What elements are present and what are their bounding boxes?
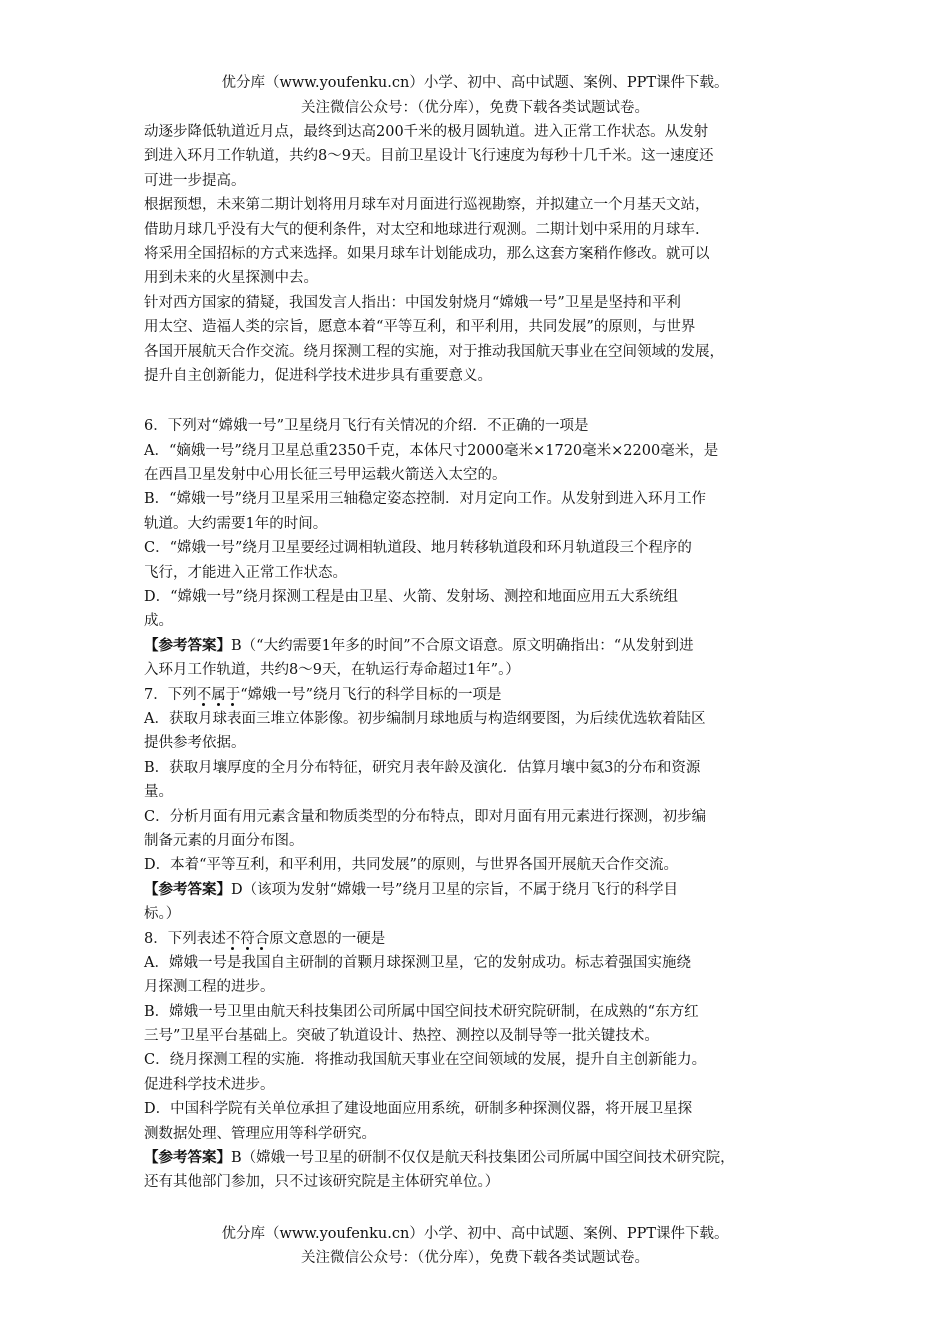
emphasis-char: 属: [211, 686, 226, 703]
q8-stem-pre: 8．下列表述: [144, 930, 226, 947]
q6-answer-cont: 入环月工作轨道，共约8～9天，在轨运行寿命超过1年”。）: [144, 662, 520, 679]
passage-line: 动逐步降低轨道近月点，最终到达高200千米的极月圆轨道。进入正常工作状态。从发射: [144, 124, 709, 140]
q6-option-b: B．“嫦娥一号”绕月卫星采用三轴稳定姿态控制．对月定向工作。从发射到进入环月工作: [144, 491, 706, 508]
passage-line: 到进入环月工作轨道，共约8～9天。目前卫星设计飞行速度为每秒十几千米。这一速度还: [144, 148, 714, 165]
q8-option-b-cont: 三号”卫星平台基础上。突破了轨道设计、热控、测控以及制导等一批关键技术。: [144, 1028, 659, 1045]
q7-option-c: C．分析月面有用元素含量和物质类型的分布特点，即对月面有用元素进行探测，初步编: [144, 808, 707, 825]
q6-option-c-cont: 飞行，才能进入正常工作状态。: [144, 564, 347, 581]
q7-stem-pre: 7．下列: [144, 686, 197, 703]
q8-option-d-cont: 测数据处理、管理应用等科学研究。: [144, 1125, 376, 1142]
q8-stem: [144, 927, 814, 951]
answer-text: D（该项为发射“嫦娥一号”绕月卫星的宗旨，不属于绕月飞行的科学目: [231, 881, 678, 898]
q7-option-c-cont: 制备元素的月面分布图。: [144, 832, 304, 849]
passage-line: 借助月球几乎没有大气的便利条件，对太空和地球进行观测。二期计划中采用的月球车.: [144, 221, 700, 238]
header-line-2: 关注微信公众号：（优分库），免费下载各类试题试卷。: [301, 100, 649, 116]
passage-line: 可进一步提高。: [144, 172, 246, 189]
document-body: [144, 120, 814, 1195]
q8-option-d: D．中国科学院有关单位承担了建设地面应用系统，研制多种探测仪器，将开展卫星探: [144, 1101, 693, 1118]
q6-option-d: D．“嫦娥一号”绕月探测工程是由卫星、火箭、发射场、测控和地面应用五大系统组: [144, 589, 678, 606]
q8-option-a-cont: 月探测工程的进步。: [144, 979, 275, 996]
q7-stem: [144, 683, 814, 707]
spacer: [144, 388, 814, 414]
answer-tag: 【参考答案】: [144, 1149, 231, 1167]
q7-option-b-cont: 量。: [144, 784, 173, 801]
q6-option-b-cont: 轨道。大约需要1年的时间。: [144, 515, 328, 532]
q8-stem-post: 原文意恩的一硬是: [269, 930, 386, 947]
q8-option-b: B．嫦娥一号卫里由航天科技集团公司所属中国空间技术研究院研制，在成熟的“东方红: [144, 1003, 699, 1020]
q6-option-a-cont: 在西昌卫星发射中心用长征三号甲运载火箭送入太空的。: [144, 467, 507, 484]
emphasis-char: 合: [254, 930, 270, 947]
emphasis-char: 符: [240, 930, 255, 947]
q8-option-a: A．嫦娥一号是我国自主研制的首颗月球探测卫星，它的发射成功。标志着强国实施绕: [144, 954, 691, 971]
q7-option-a-cont: 提供参考依据。: [144, 735, 246, 752]
answer-text: B（“大约需要1年多的时间”不合原文语意。原文明确指出：“从发射到进: [231, 637, 694, 654]
emphasis-char: 不: [225, 930, 241, 947]
header-line-1: 优分库（www.youfenku.cn）小学、初中、高中试题、案例、PPT课件下载。: [221, 75, 729, 91]
passage-line: 针对西方国家的猜疑，我国发言人指出：中国发射烧月“嫦娥一号”卫星是坚持和平利: [144, 294, 681, 311]
q7-answer: [144, 878, 814, 902]
passage-line: 用太空、造福人类的宗旨，愿意本着“平等互利，和平利用，共同发展”的原则，与世界: [144, 319, 696, 336]
q6-answer: [144, 634, 814, 658]
footer-line-1: 优分库（www.youfenku.cn）小学、初中、高中试题、案例、PPT课件下载。: [221, 1226, 729, 1242]
passage-line: 将采用全国招标的方式来选择。如果月球车计划能成功，那么这套方案稍作修改。就可以: [144, 245, 710, 262]
answer-tag: 【参考答案】: [144, 636, 231, 654]
q6-stem: 6．下列对“嫦娥一号”卫星绕月飞行有关情况的介绍．不正确的一项是: [144, 418, 589, 435]
answer-tag: 【参考答案】: [144, 880, 231, 898]
q6-option-c: C．“嫦娥一号”绕月卫星要经过调相轨道段、地月转移轨道段和环月轨道段三个程序的: [144, 540, 692, 557]
q7-option-d: D．本着“平等互利，和平利用，共同发展”的原则，与世界各国开展航天合作交流。: [144, 857, 678, 874]
q8-option-c: C．绕月探测工程的实施．将推动我国航天事业在空间领域的发展，提升自主创新能力。: [144, 1052, 707, 1069]
footer-line-2: 关注微信公众号：（优分库），免费下载各类试题试卷。: [301, 1250, 649, 1266]
passage-line: 用到未来的火星探测中去。: [144, 270, 318, 287]
q7-answer-cont: 标。）: [144, 906, 181, 923]
passage-line: 各国开展航天合作交流。绕月探测工程的实施，对于推动我国航天事业在空间领域的发展，: [144, 343, 724, 360]
q7-stem-post: “嫦娥一号”绕月飞行的科学目标的一项是: [240, 686, 502, 703]
q7-option-b: B．获取月壤厚度的全月分布特征，研究月表年龄及演化．估算月壤中氦3的分布和资源: [144, 759, 701, 776]
passage-line: 根据预想，未来第二期计划将用月球车对月面进行巡视勘察，并拟建立一个月基天文站，: [144, 197, 710, 214]
answer-text: B（嫦娥一号卫星的研制不仅仅是航天科技集团公司所属中国空间技术研究院，: [231, 1150, 735, 1167]
q8-answer-cont: 还有其他部门参加，只不过该研究院是主体研究单位。）: [144, 1174, 500, 1191]
q6-option-a: A．“嫡娥一号”绕月卫星总重2350千克，本体尺寸2000毫米×1720毫米×2200毫米，是: [144, 442, 719, 459]
q6-option-d-cont: 成。: [144, 613, 173, 630]
emphasis-char: 不: [196, 686, 212, 703]
q7-option-a: A．获取月球表面三堆立体影像。初步编制月球地质与构造纲要图，为后续优选软着陆区: [144, 710, 706, 727]
passage-line: 提升自主创新能力，促进科学技术进步具有重要意义。: [144, 367, 492, 384]
emphasis-char: 于: [225, 686, 241, 703]
q8-option-c-cont: 促进科学技术进步。: [144, 1076, 275, 1093]
q8-answer: [144, 1146, 814, 1170]
